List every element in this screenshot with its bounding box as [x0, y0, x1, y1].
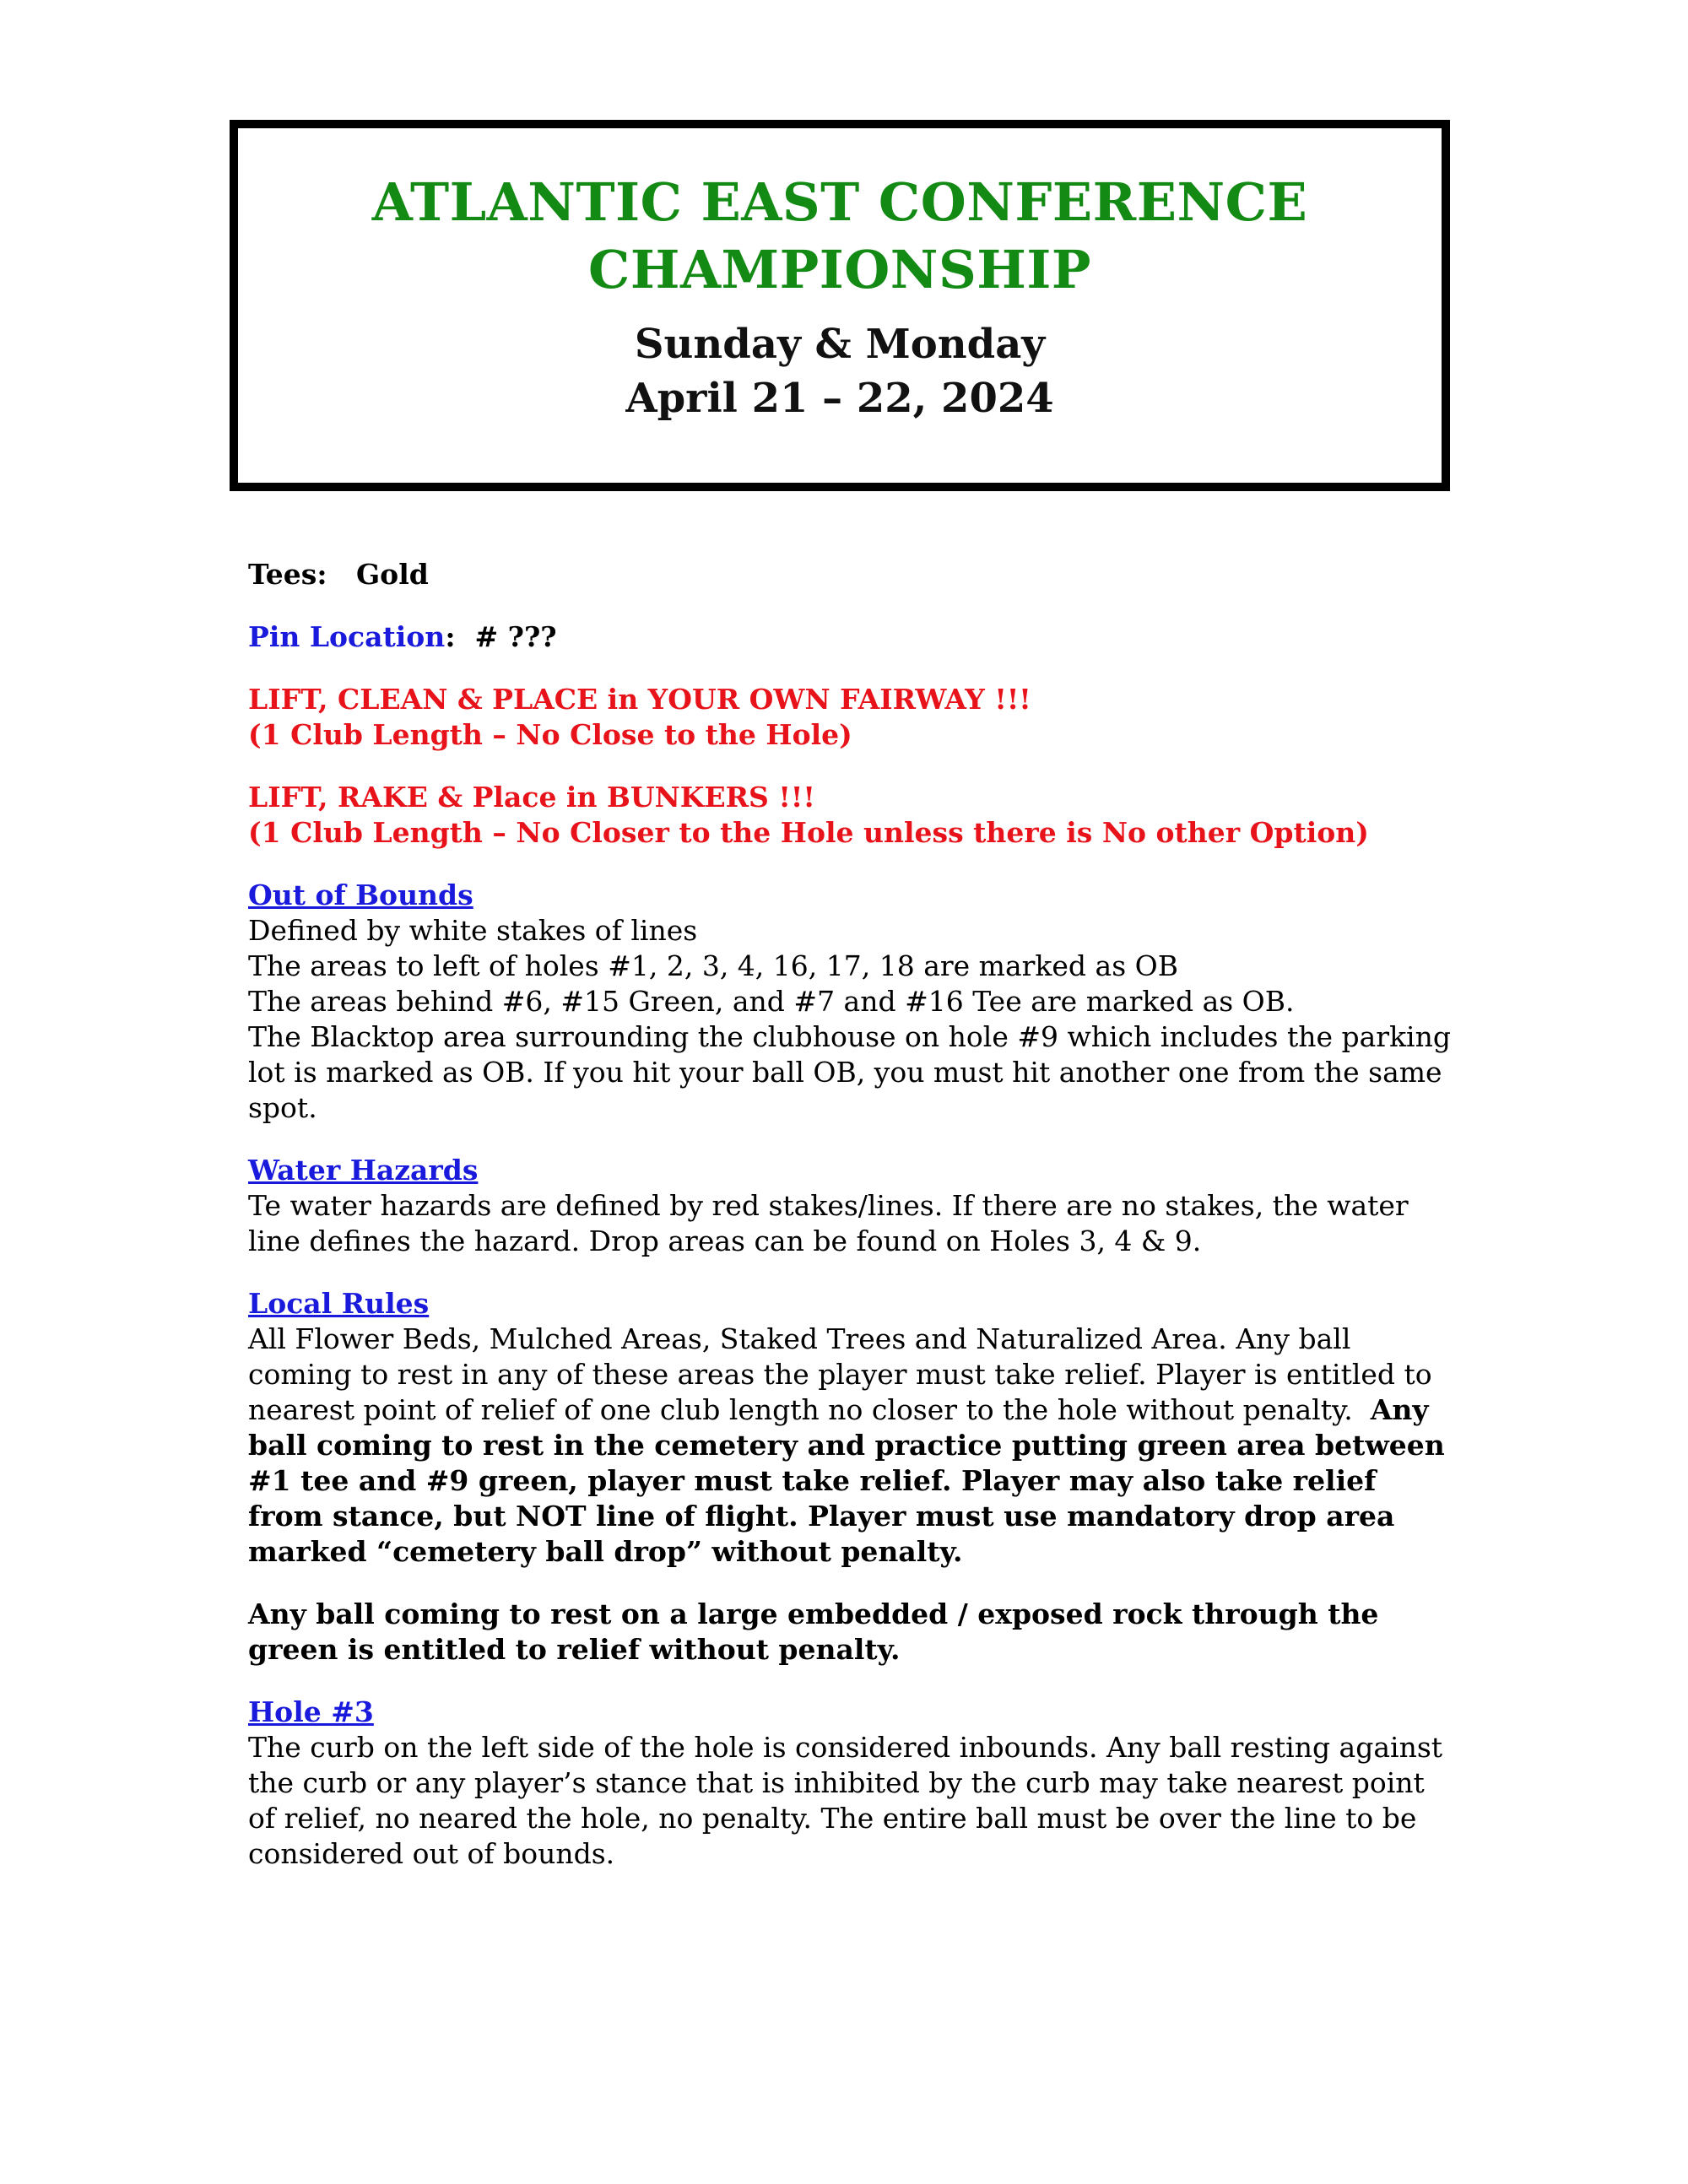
- hole-3-text: The curb on the left side of the hole is considered inbounds. Any ball resting against the curb or any player’s stance that is inhibited by the curb may take nearest point of relief, no neared the hole, no penalty. The entire ball must be over the line to be considered out of bounds.: [248, 1731, 1443, 1870]
- local-rules-heading: Local Rules: [248, 1287, 430, 1320]
- tees-line: [248, 557, 1455, 592]
- title-box: [230, 120, 1450, 491]
- pin-location-separator: :: [445, 620, 456, 653]
- tees-label: Tees:: [248, 558, 327, 591]
- fairway-rule-line-2: (1 Club Length – No Close to the Hole): [248, 718, 852, 751]
- water-hazards-text: Te water hazards are defined by red stakes/lines. If there are no stakes, the water line defines the hazard. Drop areas can be found on Holes 3, 4 & 9.: [248, 1189, 1409, 1257]
- out-of-bounds-heading: Out of Bounds: [248, 878, 473, 911]
- tees-value: Gold: [356, 558, 429, 591]
- title-line-1: ATLANTIC EAST CONFERENCE: [371, 171, 1308, 233]
- pin-location-line: [248, 619, 1455, 655]
- out-of-bounds-section: [248, 878, 1455, 1126]
- rock-rule: Any ball coming to rest on a large embedded / exposed rock through the green is entitled to relief without penalty.: [248, 1597, 1379, 1666]
- pin-location-label: Pin Location: [248, 620, 446, 653]
- bunker-rule: [248, 780, 1455, 851]
- event-dates: April 21 – 22, 2024: [625, 375, 1054, 422]
- local-rules-text: All Flower Beds, Mulched Areas, Staked Trees and Naturalized Area. Any ball coming to rest in any of these areas the player must take relief. Player is entitled to nearest point of relief of one club length no closer to the hole without penalty.: [248, 1322, 1432, 1426]
- fairway-rule: [248, 682, 1455, 753]
- out-of-bounds-line: Defined by white stakes of lines: [248, 914, 698, 947]
- bunker-rule-line-2: (1 Club Length – No Closer to the Hole unless there is No other Option): [248, 816, 1369, 849]
- out-of-bounds-line: The areas to left of holes #1, 2, 3, 4, 16, 17, 18 are marked as OB: [248, 949, 1178, 982]
- cemetery-rule-text: Any ball coming to rest in the cemetery and practice putting green area between #1 tee and #9 green, player must take relief. Player may also take relief from stance, but NOT line of flight. Player must use mandatory drop area marked “cemetery ball drop” without penalty.: [248, 1393, 1445, 1568]
- event-days: Sunday & Monday: [634, 321, 1046, 368]
- water-hazards-section: [248, 1153, 1455, 1259]
- fairway-rule-line-1: LIFT, CLEAN & PLACE in YOUR OWN FAIRWAY !!!: [248, 683, 1031, 716]
- document-body: [248, 557, 1455, 1899]
- title-line-2: CHAMPIONSHIP: [588, 239, 1091, 300]
- out-of-bounds-line: The areas behind #6, #15 Green, and #7 and #16 Tee are marked as OB.: [248, 985, 1295, 1018]
- hole-3-section: [248, 1695, 1455, 1872]
- hole-3-heading: Hole #3: [248, 1695, 374, 1728]
- bunker-rule-line-1: LIFT, RAKE & Place in BUNKERS !!!: [248, 781, 815, 814]
- pin-location-value: # ???: [474, 620, 557, 653]
- water-hazards-heading: Water Hazards: [248, 1154, 479, 1187]
- local-rules-section: [248, 1286, 1455, 1570]
- out-of-bounds-line: The Blacktop area surrounding the clubhouse on hole #9 which includes the parking lot is marked as OB. If you hit your ball OB, you must hit another one from the same spot.: [248, 1020, 1451, 1124]
